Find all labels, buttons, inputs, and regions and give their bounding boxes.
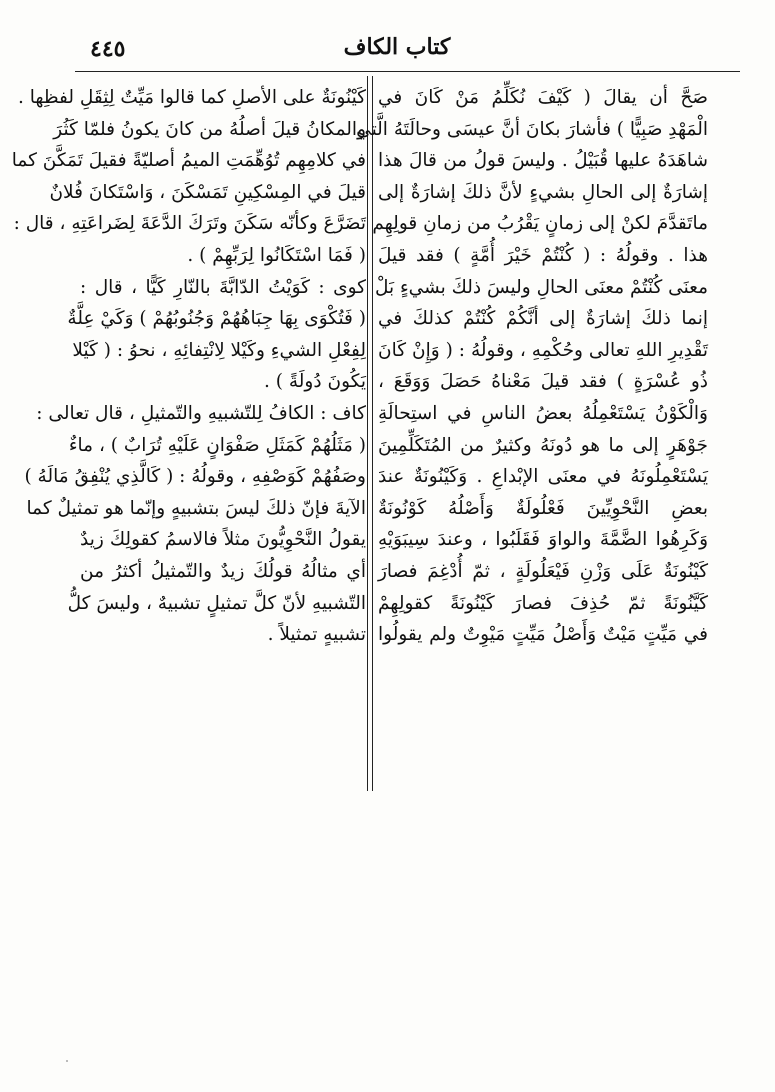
page-title: كتاب الكاف <box>343 34 451 60</box>
text-line: تَضَرَّعَ وكأنّه سَكَنَ وتَرَكَ الدَّعَةَ لِضَراعَتِهِ ، قال : <box>13 213 366 235</box>
text-line: يَسْتَعْمِلُونَهُ في معنَى الإبْداعِ . وَكَيْنُونَةٌ عندَ <box>378 466 708 488</box>
text-line: والمكانُ قيلَ أصلُهُ من كانَ يكونُ فلمّا كَثُرَ <box>53 118 366 140</box>
text-line: كَيَّنُونَةً ثمّ حُذِفَ فصارَ كَيْنُونَةً كقولِهِمْ <box>378 592 708 614</box>
text-line: يَكُونَ دُولَةً ) . <box>264 371 366 393</box>
text-line: جَوْهَرٍ إلى ما هو دُونَهُ وكثيرٌ من المُتَكَلِّمِينَ <box>378 434 708 456</box>
entry-heading-line: كاف : الكافُ لِلتّشبيهِ والتّمثيلِ ، قال تعالى : <box>36 402 366 424</box>
text-line: معنَى كُنْتُمْ معنَى الحالِ وليسَ ذلكَ بشيءٍ بَلْ <box>374 276 708 298</box>
page-number: ٤٤٥ <box>90 36 126 62</box>
text-line: الْمَهْدِ صَبِيًّا ) فأشارَ بكانَ أنَّ عيسَى وحالَتَهُ الَّتي <box>356 118 708 140</box>
text-line: وَكَرِهُوا الضَّمَّةَ والواوَ فَقَلَبُوا ، وعندَ سِيبَوَيْهِ <box>378 529 708 551</box>
text-line: تَقْدِيرِ اللهِ تعالى وحُكْمِهِ ، وقولُهُ : ( وَإِنْ كَانَ <box>378 339 708 361</box>
text-line: إشارَةٌ إلى الحالِ بشيءٍ لأنَّ ذلكَ إشارَةٌ إلى <box>378 181 708 203</box>
text-line: وصَفُهُمْ كَوَصْفِهِ ، وقولُهُ : ( كَالَّذِي يُنْفِقُ مَالَهُ ) <box>24 466 366 488</box>
text-line: تشبيهٍ تمثيلاً . <box>267 624 366 646</box>
text-line: يقولُ النَّحْوِيُّونَ مثلاً فالاسمُ كقولِكَ زيدٌ <box>80 529 366 551</box>
text-line: ( فَتُكْوَى بِهَا جِبَاهُهُمْ وَجُنُوبُهُمْ ) وَكَيْ عِلَّةٌ <box>67 308 366 330</box>
text-line: قيلَ في المِسْكِينِ تَمَسْكَنَ ، وَاسْتَكانَ فُلانٌ <box>49 181 366 203</box>
text-line: التّشبيهِ لأنّ كلَّ تمثيلٍ تشبيهٌ ، وليسَ كلُّ <box>67 592 366 614</box>
text-line: ( فَمَا اسْتَكَانُوا لِرَبِّهِمْ ) . <box>187 244 366 266</box>
text-line: الآيةَ فإنّ ذلكَ ليسَ بتشبيهٍ وإنّما هو تمثيلٌ كما <box>26 497 366 519</box>
text-line: إنما ذلكَ إشارَةٌ إلى أنَّكُمْ كُنْتُمْ كذلكَ في <box>378 308 708 330</box>
text-line: وَالْكَوْنُ يَسْتَعْمِلُهُ بعضُ الناسِ في استِحالَةِ <box>378 402 708 424</box>
text-line: هذا . وقولُهُ : ( كُنْتُمْ خَيْرَ أُمَّةٍ ) فقد قيلَ <box>378 244 708 266</box>
header-rule <box>75 71 740 72</box>
text-line: لِفِعْلِ الشيءِ وكَيْلا لِانْتِفائِهِ ، نحوُ : ( كَيْلا <box>72 339 366 361</box>
right-column <box>356 82 708 651</box>
text-line: في مَيِّتٍ مَيْتٌ وَأَصْلُ مَيِّتٍ مَيْوِتٌ ولم يقولُوا <box>378 624 708 646</box>
text-line: أي مثالُهُ قولُكَ زيدٌ والتّمثيلُ أكثرُ من <box>80 560 366 582</box>
left-column <box>11 82 366 651</box>
text-line: كَيْنُونَةٌ على الأصلِ كما قالوا مَيِّتٌ لِثِقَلِ لفظِها . <box>17 87 366 108</box>
entry-heading-line: كوى : كَوَيْتُ الدّابَّةَ بالنّارِ كَيًّا ، قال : <box>80 276 366 298</box>
text-line: ذُو عُسْرَةٍ ) فقد قيلَ مَعْناهُ حَصَلَ وَوَقَعَ ، <box>378 371 708 393</box>
text-line: شاهَدَهُ عليها قُبَيْلُ . وليسَ قولُ من قالَ هذا <box>378 150 708 172</box>
column-divider <box>367 76 373 791</box>
page-header <box>62 32 732 68</box>
text-line: ماتَقدَّمَ لكنْ إلى زمانٍ يَقْرُبُ من زمانِ قولِهِم <box>372 213 708 235</box>
text-line: بعضِ النَّحْوِيِّينَ فَعْلُولَةٌ وَأَصْلُهُ كَوْنُونَةٌ <box>378 497 708 519</box>
scan-speck <box>66 1060 68 1062</box>
text-line: ( مَثَلُهُمْ كَمَثَلِ صَفْوَانٍ عَلَيْهِ تُرَابٌ ) ، ماءٌ <box>68 434 366 456</box>
text-line: صَحَّ أن يقالَ ( كَيْفَ نُكَلِّمُ مَنْ كَانَ في <box>378 87 708 108</box>
text-line: كَيْنُونَةٌ عَلَى وَزْنِ فَيْعَلُولَةٍ ، ثمّ أُدْغِمَ فصارَ <box>378 560 708 582</box>
text-line: في كلامِهِم تُوُهِّمَتِ الميمُ أصليّةً فقيلَ تَمَكَّنَ كما <box>11 150 366 172</box>
